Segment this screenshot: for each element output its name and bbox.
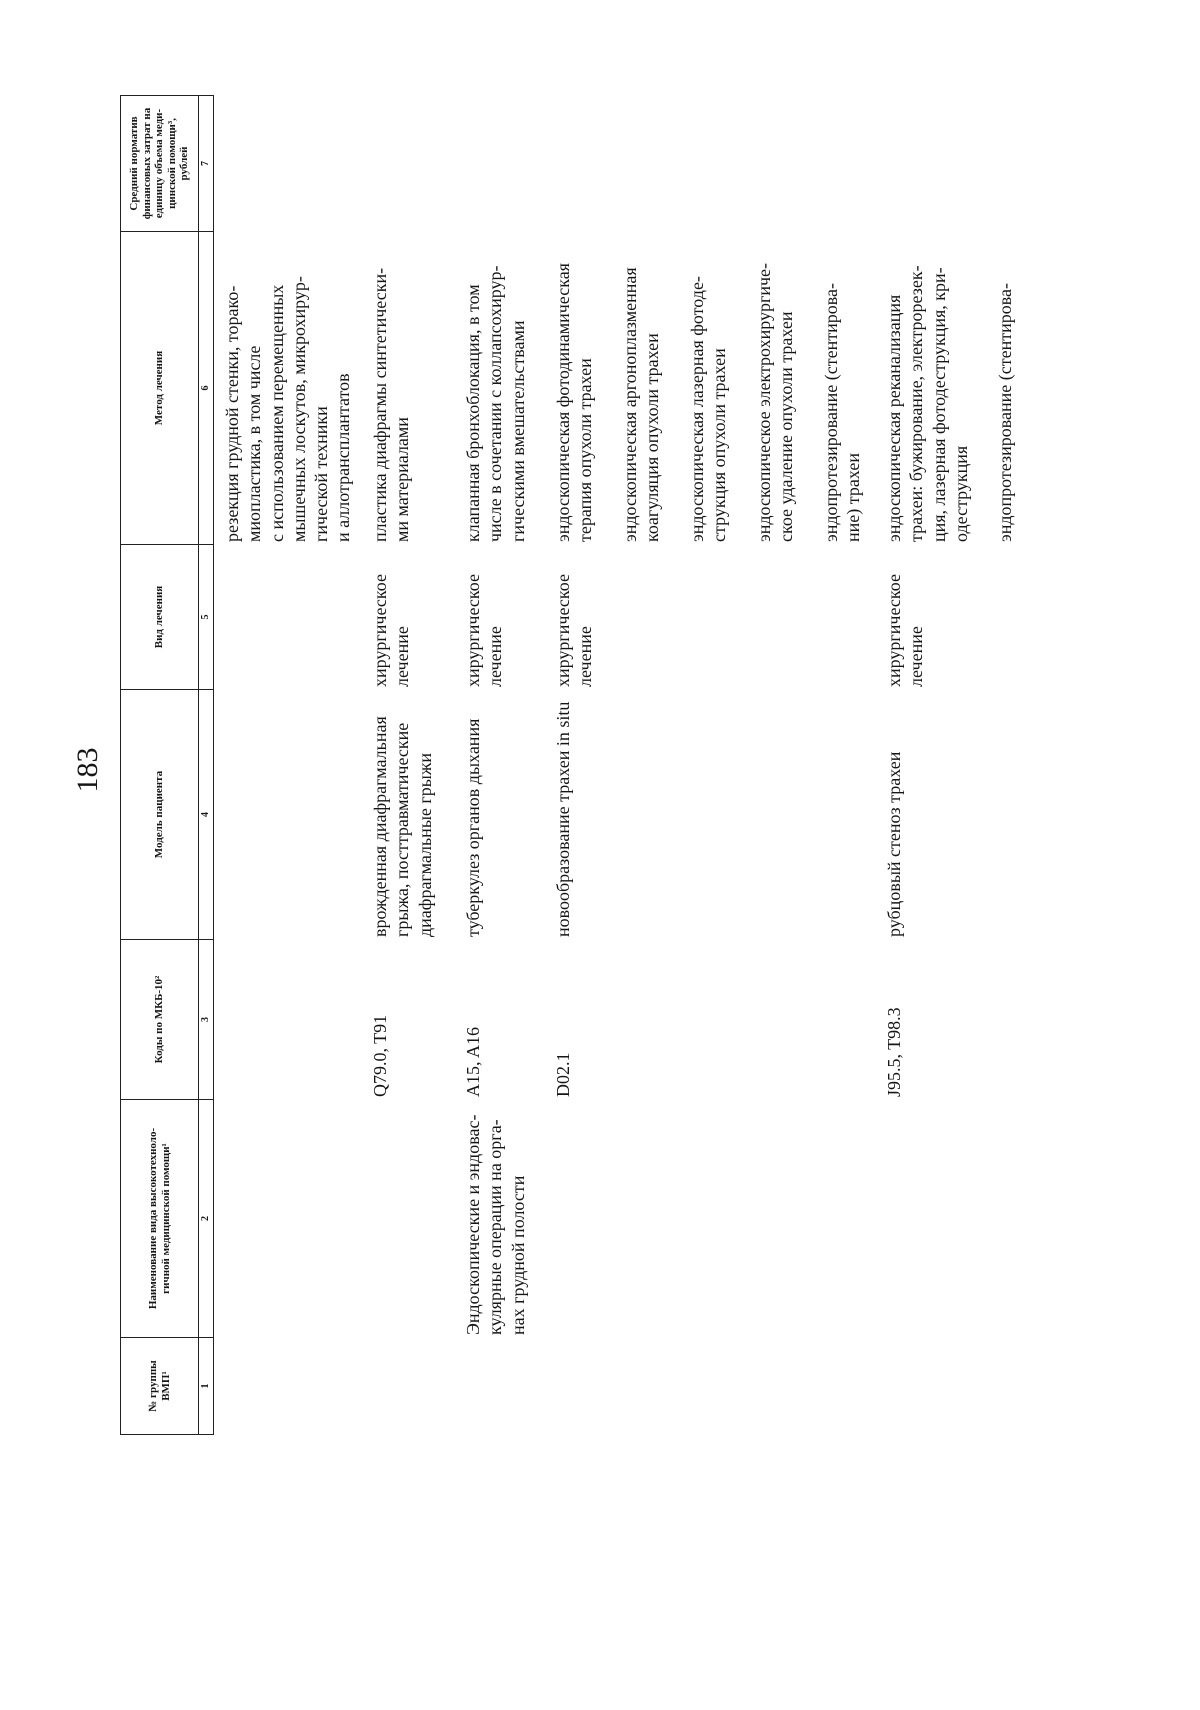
column-number: 3 xyxy=(199,940,214,1100)
treatment-methods-cell xyxy=(552,232,864,545)
patient-model-cell: туберкулез органов дыхания xyxy=(463,718,483,937)
treatment-methods-cell xyxy=(883,232,1017,545)
treatment-methods-cell xyxy=(221,232,355,545)
treatment-type-cell: хирургическое лечение xyxy=(370,574,413,687)
icd10-codes-cell: A15, A16 xyxy=(463,1026,483,1097)
treatment-method: резекция грудной стенки, торако- миопластика, в том числе с использованием перемещенных мышечных лоскутов, микрохирур- гической техники и аллотрансплантатов xyxy=(222,276,354,542)
treatment-method: эндоскопическая лазерная фотоде- струкция опухоли трахеи xyxy=(686,276,730,542)
icd10-codes-cell: J95.5, T98.3 xyxy=(884,1007,904,1097)
icd10-codes-cell: Q79.0, T91 xyxy=(370,1014,390,1097)
treatment-method: эндоскопическая аргоноплазменная коагуляция опухоли трахеи xyxy=(619,267,663,542)
column-number: 2 xyxy=(199,1100,214,1338)
icd10-codes-cell: D02.1 xyxy=(553,1052,573,1097)
treatment-methods-cell xyxy=(369,232,414,545)
treatment-method: эндопротезирование (стентирова- xyxy=(995,283,1016,542)
column-number: 6 xyxy=(199,232,214,545)
treatment-methods-cell xyxy=(462,232,529,545)
patient-model-cell: врожденная диафрагмальная грыжа, посттравматические диафрагмальные грыжи xyxy=(370,716,435,937)
treatment-method: клапанная бронхоблокация, в том числе в сочетании с коллапсохирур- гическими вмешательствами xyxy=(463,265,528,542)
header-icd10-codes: Коды по МКБ-10² xyxy=(121,940,199,1100)
vmp-name-cell: Эндоскопические и эндовас- кулярные операции на орга- нах грудной полости xyxy=(463,1114,528,1335)
header-vmp-name: Наименование вида высокотехноло- гичной медицинской помощи¹ xyxy=(121,1100,199,1338)
header-vmp-group-number: № группы ВМП¹ xyxy=(121,1338,199,1435)
patient-model-cell: новообразование трахеи in situ xyxy=(553,701,573,937)
treatment-method: эндоскопическое электрохирургиче- ское удаление опухоли трахеи xyxy=(753,262,796,542)
treatment-method: эндоскопическая реканализация трахеи: бужирование, электрорезек- ция, лазерная фотодеструкция, кри- одеструкция xyxy=(884,265,971,542)
column-number: 4 xyxy=(199,690,214,940)
header-treatment-method: Метод лечения xyxy=(121,232,199,545)
header-average-cost-standard: Средний норматив финансовых затрат на единицу объема меди- цинской помощи³, рублей xyxy=(121,96,199,232)
column-number: 1 xyxy=(199,1338,214,1435)
column-number-row xyxy=(199,95,214,1435)
header-patient-model: Модель пациента xyxy=(121,690,199,940)
column-number: 7 xyxy=(199,96,214,232)
treatment-type-cell: хирургическое лечение xyxy=(884,574,927,687)
treatment-type-cell: хирургическое лечение xyxy=(553,574,596,687)
patient-model-cell: рубцовый стеноз трахеи xyxy=(884,751,904,937)
treatment-method: эндоскопическая фотодинамическая терапия опухоли трахеи xyxy=(553,263,596,542)
table-header-row xyxy=(120,95,199,1435)
page-number: 183 xyxy=(71,747,104,793)
treatment-method: пластика диафрагмы синтетически- ми материалами xyxy=(370,267,413,542)
header-treatment-type: Вид лечения xyxy=(121,545,199,690)
rotated-page xyxy=(71,95,1020,1435)
treatment-type-cell: хирургическое лечение xyxy=(463,574,506,687)
column-number: 5 xyxy=(199,545,214,690)
treatment-method: эндопротезирование (стентирова- ние) трахеи xyxy=(820,283,863,542)
